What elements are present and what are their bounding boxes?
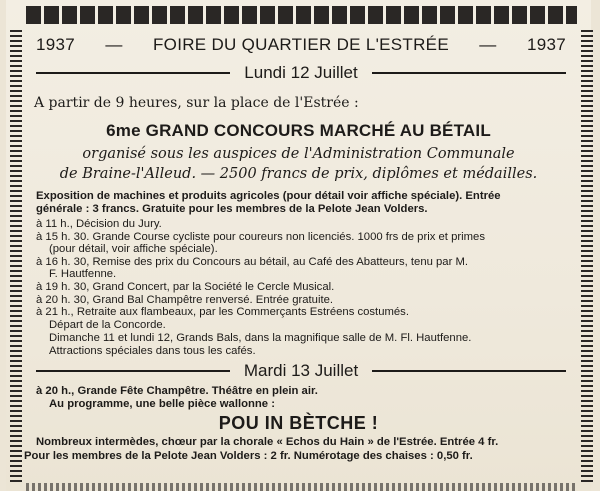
rule-left	[36, 370, 230, 372]
program-item: à 19 h. 30, Grand Concert, par la Société le Cercle Musical.	[36, 281, 335, 293]
program-item: à 16 h. 30, Remise des prix du Concours au bétail, au Café des Abatteurs, tenu par M.	[36, 256, 469, 268]
header-year-left: 1937	[36, 35, 76, 54]
poster-page	[6, 0, 591, 491]
organizer-line-1: organisé sous les auspices de l'Administration Communale	[82, 146, 515, 162]
program-item: à 20 h. 30, Grand Bal Champêtre renversé. Entrée gratuite.	[36, 294, 334, 306]
play-title: POU IN BÈTCHE !	[218, 413, 379, 433]
rule-left	[36, 72, 230, 74]
event-title-text: GRAND CONCOURS MARCHÉ AU BÉTAIL	[145, 121, 491, 140]
day2-line-2: Au programme, une belle pièce wallonne :	[49, 398, 275, 410]
day2-date: Mardi 13 Juillet	[243, 361, 359, 380]
day2-line-1: à 20 h., Grande Fête Champêtre. Théâtre en plein air.	[36, 385, 318, 397]
day1-heading	[36, 63, 566, 83]
rule-right	[372, 370, 566, 372]
program-item: Dimanche 11 et lundi 12, Grands Bals, dans la magnifique salle de M. Fl. Hautfenne.	[49, 332, 472, 344]
program-item: à 21 h., Retraite aux flambeaux, par les Commerçants Estréens costumés.	[36, 306, 409, 318]
header-title: FOIRE DU QUARTIER DE L'ESTRÉE	[153, 35, 449, 54]
day2-heading	[36, 361, 566, 381]
rule-right	[372, 72, 566, 74]
program-item: à 11 h., Décision du Jury.	[36, 218, 162, 230]
program-item: à 15 h. 30. Grande Course cycliste pour coureurs non licenciés. 1000 frs de prix et primes	[36, 231, 485, 243]
program-item: Départ de la Concorde.	[49, 319, 166, 331]
day1-intro: A partir de 9 heures, sur la place de l'Estrée :	[34, 95, 359, 111]
header	[36, 35, 566, 55]
day1-date: Lundi 12 Juillet	[244, 63, 358, 82]
program-item: (pour détail, voir affiche spéciale).	[49, 243, 218, 255]
footer-line-2: Pour les membres de la Pelote Jean Volders : 2 fr. Numérotage des chaises : 0,50 fr.	[24, 450, 473, 462]
program-item: Attractions spéciales dans tous les cafés.	[49, 345, 256, 357]
event-prefix: 6me	[106, 121, 141, 140]
program-item: F. Hautfenne.	[49, 268, 117, 280]
exhibition-line-1: Exposition de machines et produits agricoles (pour détail voir affiche spéciale). Entrée	[36, 190, 501, 202]
header-dash-right: —	[479, 35, 497, 54]
header-year-right: 1937	[526, 35, 566, 54]
exhibition-line-2: générale : 3 francs. Gratuite pour les membres de la Pelote Jean Volders.	[36, 203, 428, 215]
bottom-decorative-border	[26, 483, 577, 491]
top-decorative-border	[26, 6, 577, 24]
footer-line-1: Nombreux intermèdes, chœur par la chorale « Echos du Hain » de l'Estrée. Entrée 4 fr.	[36, 436, 499, 448]
header-dash-left: —	[105, 35, 123, 54]
event-title	[6, 121, 591, 141]
organizer-line-2: de Braine-l'Alleud. — 2500 francs de prix, diplômes et médailles.	[59, 166, 538, 182]
